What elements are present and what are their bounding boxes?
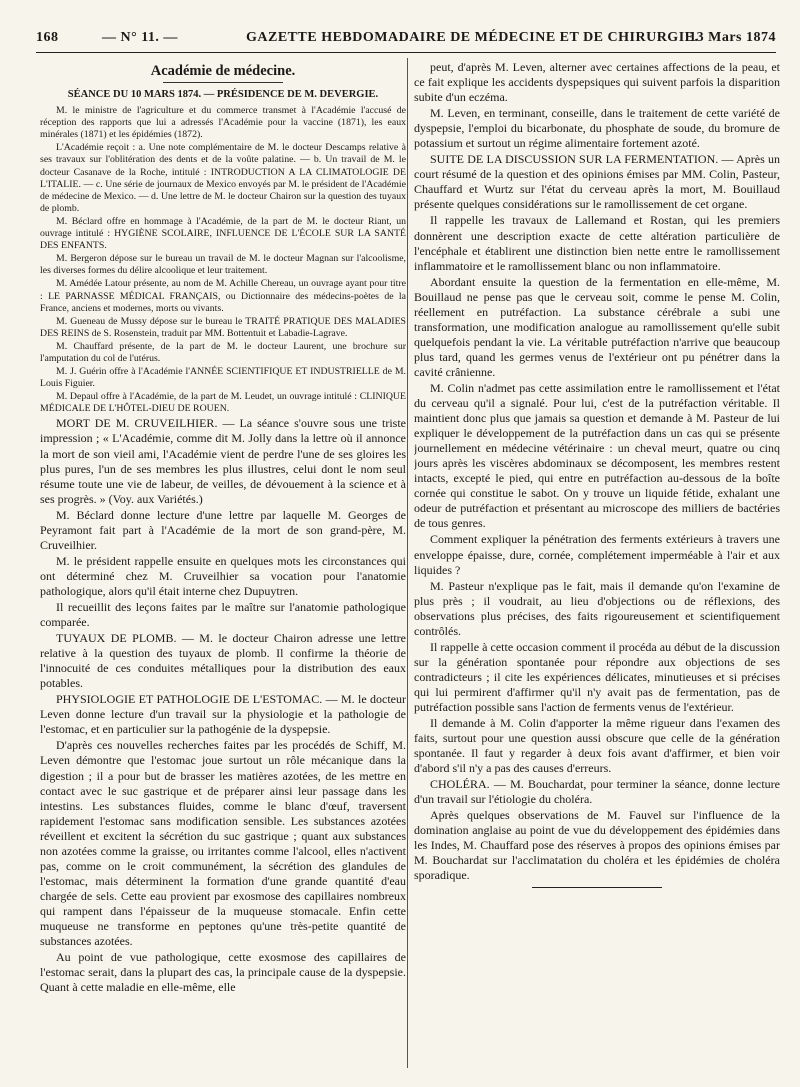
right-column (414, 60, 780, 1070)
body-paragraph: CHOLÉRA. — M. Bouchardat, pour terminer la séance, donne lecture d'un travail sur l'étiologie du choléra. (414, 777, 780, 807)
left-column (40, 60, 406, 1070)
correspondence-paragraph: M. Béclard offre en hommage à l'Académie, de la part de M. le docteur Riant, un ouvrage intitulé : HYGIÈNE SCOLAIRE, INFLUENCE DE L'ÉCOLE SUR LA SANTÉ DES ENFANTS. (40, 215, 406, 252)
body-paragraph: M. Béclard donne lecture d'une lettre par laquelle M. Georges de Peyramont fait part à l'Académie de la mort de son grand-père, M. Cruveilhier. (40, 507, 406, 552)
body-paragraph: peut, d'après M. Leven, alterner avec certaines affections de la peau, et ce fait explique les accidents dyspepsiques qui suivent parfois la disparition subite d'un eczéma. (414, 60, 780, 105)
body-paragraph: M. le président rappelle ensuite en quelques mots les circonstances qui ont déterminé chez M. Cruveilhier sa vocation pour l'anatomie pathologique, alors qu'il était interne chez Dupuytren. (40, 553, 406, 598)
seance-prefix: SÉANCE DU (67, 89, 129, 101)
seance-line (40, 87, 406, 102)
seance-presidence: — PRÉSIDENCE DE M. DEVERGIE. (203, 89, 379, 101)
journal-title: GAZETTE HEBDOMADAIRE DE MÉDECINE ET DE CHIRURGIE. (246, 30, 699, 45)
seance-date: 10 MARS 1874. (130, 89, 202, 101)
heading-rule (163, 82, 283, 83)
body-paragraph: Après quelques observations de M. Fauvel sur l'influence de la domination anglaise au point de vue du développement des épidémies dans les Indes, M. Chauffard pose des réserves à propos des opinions émises par M. Bouchardat sur l'acclimatation du choléra et les épidémies de choléra sporadique. (414, 808, 780, 883)
body-paragraph: Comment expliquer la pénétration des ferments extérieurs à travers une enveloppe épaisse, dure, cornée, complétement imperméable à l'air et aux liquides ? (414, 532, 780, 577)
body-paragraph: M. Leven, en terminant, conseille, dans le traitement de cette variété de dyspepsie, l'emploi du bicarbonate, du phosphate de soude, du bromure de potassium et surtout un régime alimentaire fortement azoté. (414, 106, 780, 151)
correspondence-paragraph: M. le ministre de l'agriculture et du commerce transmet à l'Académie l'accusé de réception des rapports que lui a adressés l'Académie pour la vaccine (1871), les eaux minérales (1871) et les épidémies (1872). (40, 105, 406, 141)
body-paragraph: Au point de vue pathologique, cette exosmose des capillaires de l'estomac serait, dans la plupart des cas, la principale cause de la dyspepsie. Quant à cette maladie en elle-même, elle (40, 950, 406, 995)
body-paragraph: Il recueillit des leçons faites par le maître sur l'anatomie pathologique comparée. (40, 600, 406, 630)
body-paragraph: PHYSIOLOGIE ET PATHOLOGIE DE L'ESTOMAC. — M. le docteur Leven donne lecture d'un travail sur la physiologie et la pathologie de l'estomac, et en particulier sur la pathogénie de la dyspepsie. (40, 692, 406, 737)
page-number: 168 (36, 30, 59, 45)
body-paragraph: MORT DE M. CRUVEILHIER. — La séance s'ouvre sous une triste impression ; « L'Académie, comme dit M. Jolly dans la lettre où il annonce la mort de son vieil ami, l'Académie vient de perdre l'une de ses gloires les plus pures, l'un de ses membres les plus illustres, celui dont le nom seul résume toute une vie de labeur, de veilles, de dévouement à la science et à ses progrès. » (Voy. aux Variétés.) (40, 416, 406, 506)
body-paragraph: Il rappelle les travaux de Lallemand et Rostan, qui les premiers donnèrent une description exacte de cette altération particulière de l'encéphale et établirent une distinction bien nette entre le ramollissement inflammatoire et le ramollissement blanc ou non inflammatoire. (414, 213, 780, 273)
correspondence-paragraph: M. Chauffard présente, de la part de M. le docteur Laurent, une brochure sur l'amputation du col de l'utérus. (40, 340, 406, 364)
body-paragraph: Abordant ensuite la question de la fermentation en elle-même, M. Bouillaud ne pense pas que le cerveau soit, comme le pense M. Colin, réellement en putréfaction. La substance cérébrale a subi une transformation, une modification analogue au ramollissement qu'elle subit quelquefois pendant la vie. La véritable putréfaction n'arrive que beaucoup plus tard, quand les germes venus de l'extérieur ont pu pénétrer dans la cavité crânienne. (414, 274, 780, 379)
body-paragraph: SUITE DE LA DISCUSSION SUR LA FERMENTATION. — Après un court résumé de la question et des opinions émises par MM. Colin, Pasteur, Chauffard et Wurtz sur l'état du cerveau après la mort, M. Bouillaud présente quelques considérations sur le ramollissement de cet organe. (414, 152, 780, 212)
correspondence-paragraph: M. Gueneau de Mussy dépose sur le bureau le TRAITÉ PRATIQUE DES MALADIES DES REINS de S. Rosenstein, traduit par MM. Bottentuit et Labadie-Lagrave. (40, 315, 406, 339)
body-paragraph: M. Colin n'admet pas cette assimilation entre le ramollissement et l'état du cerveau qu'il a signalé. Pour lui, c'est de la putréfaction véritable. Il maintient donc plus que jamais sa question et demande à M. Pasteur de lui expliquer le développement de la putréfaction dans un cas qui se présente journellement en médecine vétérinaire : un cheval meurt, quatre ou cinq jours après les viscères abdominaux se décomposent, les membres restent intacts, excepté le pied, qui entre en putréfaction au-dessous de la boîte cornée qui constitue le sabot. On y trouve un liquide fétide, exhalant une odeur de putréfaction et présentant au microscope des milliers de bactéries de tous genres. (414, 380, 780, 531)
body-paragraph: M. Pasteur n'explique pas le fait, mais il demande qu'on l'examine de plus près ; il voudrait, au lieu d'objections ou de réflexions, des observations plus précises, des faits rigoureusement et scientifiquement contrôlés. (414, 578, 780, 638)
column-divider (407, 58, 408, 1068)
body-paragraph: D'après ces nouvelles recherches faites par les procédés de Schiff, M. Leven démontre que l'estomac joue surtout un rôle mécanique dans la digestion ; il a pour but de brasser les matières azotées, de les mettre en contact avec le suc gastrique et de préparer ainsi leur passage dans les intestins. Les substances fluides, comme le blanc d'œuf, traversent rapidement l'estomac sans modification sensible. Les substances azotées réveillent et excitent la sécrétion du suc gastrique ; quant aux substances non azotées comme la graisse, ou irritantes comme l'alcool, elles n'activent pas, comme on le croit communément, la sécrétion des glandules de l'estomac, mais déterminent la formation d'une grande quantité d'eau chargée de sels. Cette eau provient par exosmose des capillaires nombreux qui rampent dans l'épaisseur de la muqueuse stomacale. Enfin cette muqueuse ne transforme en peptones qu'une très-petite quantité de substances azotées. (40, 738, 406, 949)
correspondence-paragraph: L'Académie reçoit : a. Une note complémentaire de M. le docteur Descamps relative à ses travaux sur l'oblitération des dents et de la voûte palatine. — b. Un travail de M. le docteur Casanave de la Roche, intitulé : INTRODUCTION A LA CLIMATOLOGIE DE L'ITALIE. — c. Une série de journaux de Mexico envoyés par M. le président de l'Académie de médecine de Mexico. — d. Une lettre de M. le docteur Chairon sur la question des tuyaux de plomb. (40, 142, 406, 214)
running-header (36, 30, 776, 48)
section-end-rule (532, 887, 662, 888)
issue-date: 13 Mars 1874 (689, 30, 776, 45)
body-paragraph: Il rappelle à cette occasion comment il procéda au début de la discussion sur la génération spontanée pour répondre aux objections de ses contradicteurs ; il cite les expériences délicates, minutieuses et si précises qui lui permirent d'affirmer qu'il n'y avait pas de fermentation, pas de putréfaction possible sans l'action de ferments venus de l'extérieur. (414, 639, 780, 714)
body-paragraph: TUYAUX DE PLOMB. — M. le docteur Chairon adresse une lettre relative à la question des tuyaux de plomb. Il confirme la théorie de l'innocuité de ces conduites métalliques pour la distribution des eaux potables. (40, 631, 406, 691)
header-rule (36, 52, 776, 53)
correspondence-paragraph: M. Amédée Latour présente, au nom de M. Achille Chereau, un ouvrage ayant pour titre : LE PARNASSE MÉDICAL FRANÇAIS, ou Dictionnaire des médecins-poètes de la France, anciens et modernes, morts ou vivants. (40, 278, 406, 314)
section-heading: Académie de médecine. (150, 63, 296, 79)
correspondence-paragraph: M. Depaul offre à l'Académie, de la part de M. Leudet, un ouvrage intitulé : CLINIQUE MÉDICALE DE L'HÔTEL-DIEU DE ROUEN. (40, 391, 406, 415)
correspondence-paragraph: M. Bergeron dépose sur le bureau un travail de M. le docteur Magnan sur l'alcoolisme, les diverses formes du délire alcoolique et leur traitement. (40, 253, 406, 277)
correspondence-paragraph: M. J. Guérin offre à l'Académie l'ANNÉE SCIENTIFIQUE ET INDUSTRIELLE de M. Louis Figuier. (40, 366, 406, 390)
body-paragraph: Il demande à M. Colin d'apporter la même rigueur dans l'examen des faits, surtout pour une question aussi obscure que celle de la génération spontanée. Il faut y regarder à deux fois avant d'affirmer, et bien voir d'abord s'il n'y a pas des causes d'erreurs. (414, 716, 780, 776)
issue-number: — N° 11. — (102, 30, 178, 45)
